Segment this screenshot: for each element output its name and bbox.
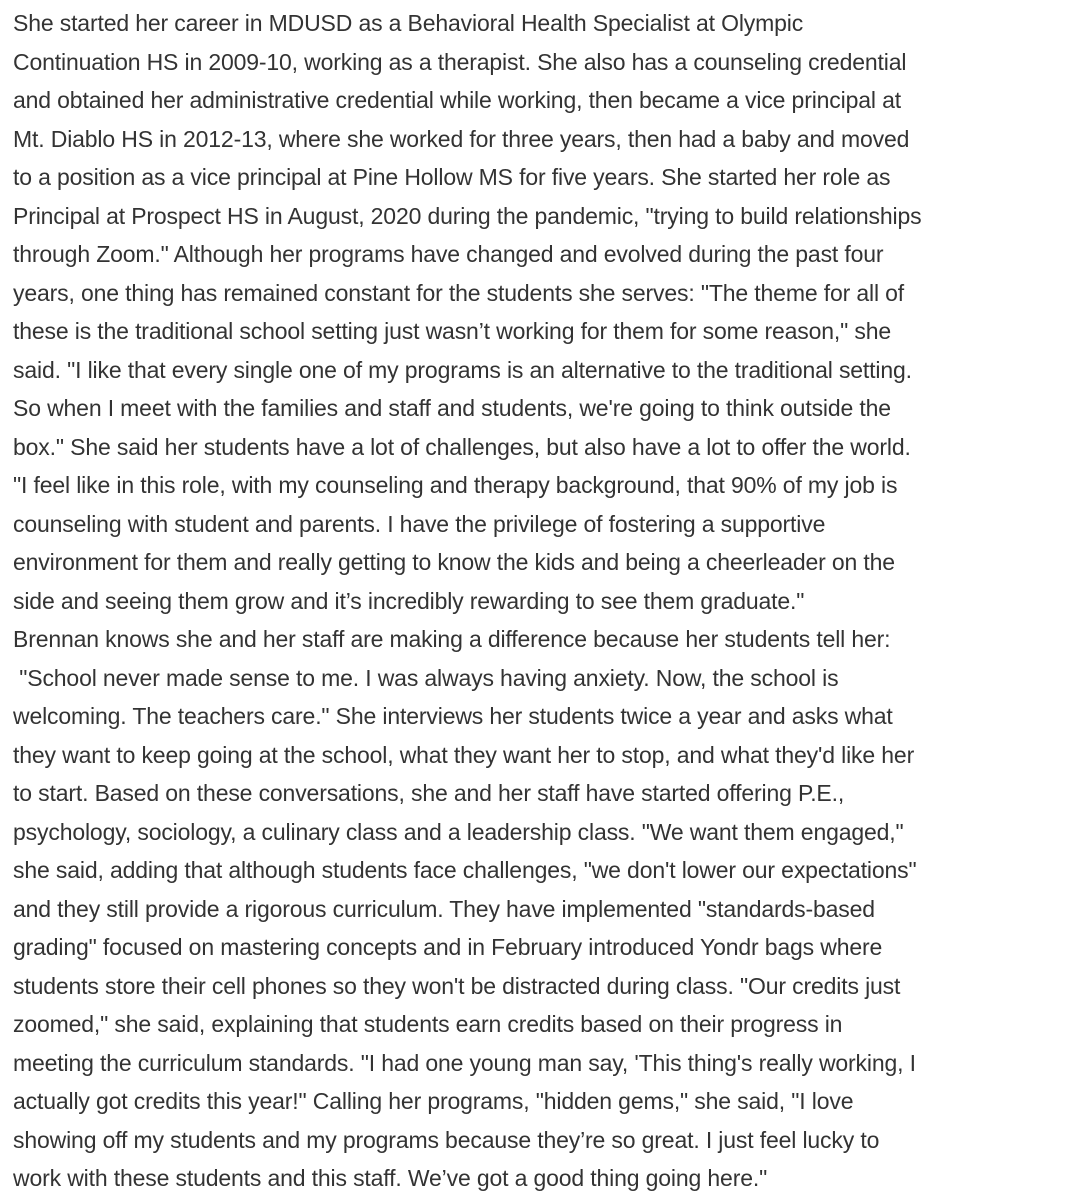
text-line: grading" focused on mastering concepts and in February introduced Yondr bags where <box>13 934 883 960</box>
text-line: meeting the curriculum standards. "I had one young man say, 'This thing's really working, I <box>13 1049 916 1076</box>
text-line: So when I meet with the families and staff and students, we're going to think outside the <box>13 395 891 421</box>
text-line: Continuation HS in 2009-10, working as a therapist. She also has a counseling credential <box>13 48 907 75</box>
text-line: through Zoom." Although her programs have changed and evolved during the past four <box>13 241 884 267</box>
text-line: to start. Based on these conversations, she and her staff have started offering P.E., <box>13 780 845 806</box>
text-line: actually got credits this year!" Calling her programs, "hidden gems," she said, "I love <box>13 1088 854 1114</box>
text-line: they want to keep going at the school, what they want her to stop, and what they'd like her <box>13 741 915 768</box>
text-line: she said, adding that although students face challenges, "we don't lower our expectations" <box>13 857 917 883</box>
text-line: work with these students and this staff. We’ve got a good thing going here." <box>13 1165 768 1191</box>
text-line: box." She said her students have a lot of challenges, but also have a lot to offer the world. <box>13 433 911 460</box>
text-line: to a position as a vice principal at Pine Hollow MS for five years. She started her role as <box>13 164 891 190</box>
text-line: these is the traditional school setting just wasn’t working for them for some reason," she <box>13 318 892 344</box>
text-line: She started her career in MDUSD as a Behavioral Health Specialist at Olympic <box>13 10 804 36</box>
text-line: and obtained her administrative credential while working, then became a vice principal at <box>13 87 901 113</box>
text-line: zoomed," she said, explaining that students earn credits based on their progress in <box>13 1011 843 1037</box>
text-line: welcoming. The teachers care." She interviews her students twice a year and asks what <box>13 703 893 729</box>
text-line: counseling with student and parents. I have the privilege of fostering a supportive <box>13 510 826 537</box>
text-line: Brennan knows she and her staff are making a difference because her students tell her: <box>13 626 891 652</box>
text-line: side and seeing them grow and it’s incredibly rewarding to see them graduate." <box>13 587 805 614</box>
text-line: and they still provide a rigorous curriculum. They have implemented "standards-based <box>13 895 875 922</box>
text-line: students store their cell phones so they won't be distracted during class. "Our credits just <box>13 972 901 999</box>
text-line: said. "I like that every single one of my programs is an alternative to the traditional setting. <box>13 356 912 383</box>
text-line: "I feel like in this role, with my counseling and therapy background, that 90% of my job is <box>13 472 898 498</box>
article-body <box>13 4 1069 1198</box>
text-line: Principal at Prospect HS in August, 2020 during the pandemic, "trying to build relationships <box>13 202 922 229</box>
text-line: psychology, sociology, a culinary class and a leadership class. "We want them engaged," <box>13 818 904 845</box>
text-line: years, one thing has remained constant for the students she serves: "The theme for all of <box>13 279 905 306</box>
text-line: environment for them and really getting to know the kids and being a cheerleader on the <box>13 549 895 575</box>
text-line: Mt. Diablo HS in 2012-13, where she worked for three years, then had a baby and moved <box>13 125 910 152</box>
text-line: "School never made sense to me. I was always having anxiety. Now, the school is <box>13 664 839 691</box>
text-line: showing off my students and my programs because they’re so great. I just feel lucky to <box>13 1126 880 1153</box>
